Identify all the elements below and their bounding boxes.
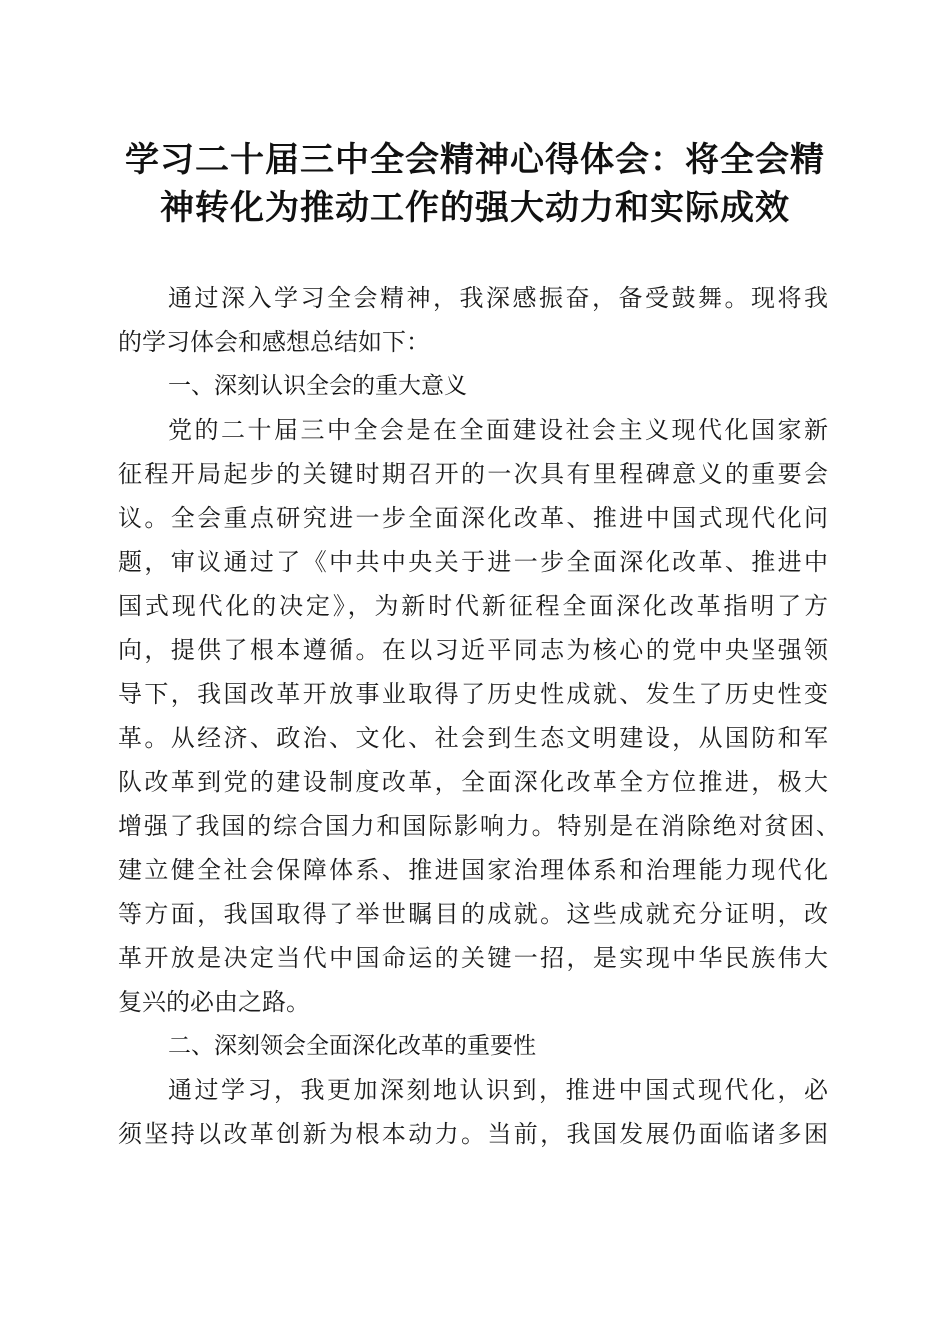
section-1-line: 建立健全社会保障体系、推进国家治理体系和治理能力现代化 xyxy=(118,856,828,884)
section-1-line: 征程开局起步的关键时期召开的一次具有里程碑意义的重要会 xyxy=(118,460,828,488)
intro-line-2: 的学习体会和感想总结如下： xyxy=(118,328,430,356)
section-1-line: 向，提供了根本遵循。在以习近平同志为核心的党中央坚强领 xyxy=(118,636,828,664)
section-1-heading: 一、深刻认识全会的重大意义 xyxy=(168,373,467,399)
section-1-line: 题，审议通过了《中共中央关于进一步全面深化改革、推进中 xyxy=(118,548,828,576)
section-2-line: 须坚持以改革创新为根本动力。当前，我国发展仍面临诸多困 xyxy=(118,1120,828,1148)
document-title-line-2: 神转化为推动工作的强大动力和实际成效 xyxy=(160,188,790,228)
intro-line-1: 通过深入学习全会精神，我深感振奋，备受鼓舞。现将我 xyxy=(168,284,828,312)
section-1-line: 国式现代化的决定》，为新时代新征程全面深化改革指明了方 xyxy=(118,592,828,620)
section-1-line: 议。全会重点研究进一步全面深化改革、推进中国式现代化问 xyxy=(118,504,828,532)
section-1-line: 革。从经济、政治、文化、社会到生态文明建设，从国防和军 xyxy=(118,724,828,752)
section-2-heading: 二、深刻领会全面深化改革的重要性 xyxy=(168,1033,536,1059)
document-title-line-1: 学习二十届三中全会精神心得体会：将全会精 xyxy=(125,140,825,180)
section-1-line: 革开放是决定当代中国命运的关键一招，是实现中华民族伟大 xyxy=(118,944,828,972)
section-1-line: 队改革到党的建设制度改革，全面深化改革全方位推进，极大 xyxy=(118,768,828,796)
section-2-line: 通过学习，我更加深刻地认识到，推进中国式现代化，必 xyxy=(168,1076,828,1104)
section-1-line: 等方面，我国取得了举世瞩目的成就。这些成就充分证明，改 xyxy=(118,900,828,928)
section-1-line: 增强了我国的综合国力和国际影响力。特别是在消除绝对贫困、 xyxy=(118,812,840,840)
section-1-line: 复兴的必由之路。 xyxy=(118,988,310,1016)
section-1-line: 导下，我国改革开放事业取得了历史性成就、发生了历史性变 xyxy=(118,680,828,708)
section-1-line: 党的二十届三中全会是在全面建设社会主义现代化国家新 xyxy=(168,416,828,444)
